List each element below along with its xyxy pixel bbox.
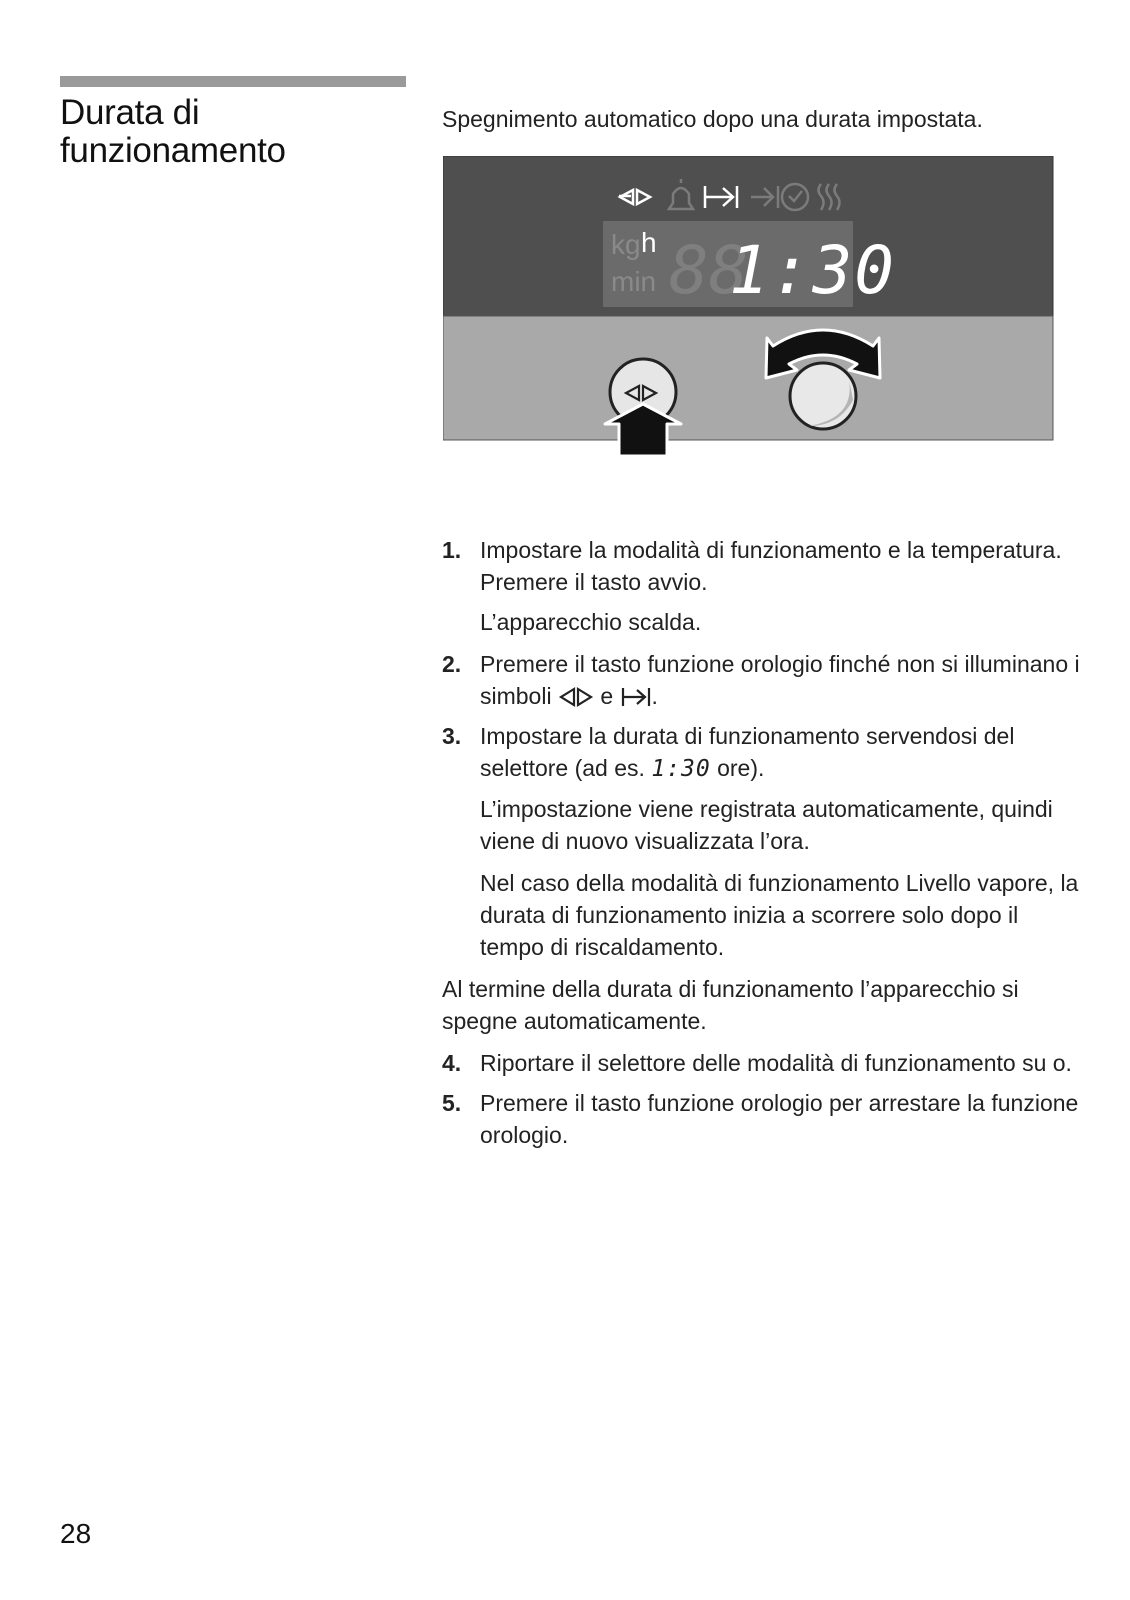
- step-number: 1.: [442, 537, 462, 563]
- step-2-text-before: Premere il tasto funzione orologio finché non si illuminano i simboli: [480, 651, 1080, 709]
- step-number: 2.: [442, 651, 462, 677]
- step-5: [442, 1087, 1082, 1151]
- unit-kg: kg: [611, 229, 641, 260]
- page-number: 28: [60, 1518, 92, 1549]
- control-panel-figure: [443, 156, 1066, 466]
- step-2-join: e: [600, 683, 614, 709]
- step-number: 3.: [442, 723, 462, 749]
- step-2: [442, 648, 1082, 712]
- step-3: [442, 720, 1082, 785]
- end-note: Al termine della durata di funzionamento l’apparecchio si spegne automaticamente.: [442, 976, 1019, 1034]
- step-3-result-1: L’impostazione viene registrata automaticamente, quindi viene di nuovo visualizzata l’ora.: [480, 796, 1053, 854]
- end-time-icon: [620, 686, 652, 708]
- step-1: [442, 534, 1082, 598]
- lcd-time: 1:30: [729, 232, 896, 309]
- title-line-2: funzionamento: [60, 131, 286, 170]
- step-3-text-before: Impostare la durata di funzionamento servendosi del selettore (ad es.: [480, 723, 1015, 781]
- step-text: Premere il tasto funzione orologio per arrestare la funzione orologio.: [480, 1090, 1079, 1148]
- page-title: [60, 94, 420, 170]
- step-text: [480, 648, 1082, 712]
- title-line-1: Durata di: [60, 93, 200, 132]
- step-text: [480, 720, 1082, 785]
- section-rule: [60, 76, 406, 87]
- rotary-selector: [790, 363, 856, 429]
- unit-min: min: [611, 266, 657, 297]
- instructions: [442, 534, 1082, 1159]
- step-2-text-after: .: [651, 683, 658, 709]
- control-strip: [443, 316, 1053, 440]
- step-text: Riportare il selettore delle modalità di funzionamento su o.: [480, 1050, 1072, 1076]
- unit-h: h: [641, 227, 657, 258]
- step-3-result-2: Nel caso della modalità di funzionamento Livello vapore, la durata di funzionamento inizia a scorrere solo dopo il tempo di riscaldamento.: [480, 870, 1079, 960]
- step-number: 5.: [442, 1090, 462, 1116]
- step-4: [442, 1047, 1082, 1079]
- intro-text: Spegnimento automatico dopo una durata impostata.: [442, 106, 983, 132]
- step-number: 4.: [442, 1050, 462, 1076]
- step-text: Impostare la modalità di funzionamento e la temperatura. Premere il tasto avvio.: [480, 537, 1062, 595]
- example-duration-value: 1:30: [651, 756, 711, 782]
- ghost-digits: 88: [669, 232, 749, 309]
- duration-arrows-icon: [558, 686, 594, 708]
- step-3-text-after: ore).: [717, 755, 765, 781]
- step-1-result: L’apparecchio scalda.: [480, 609, 702, 635]
